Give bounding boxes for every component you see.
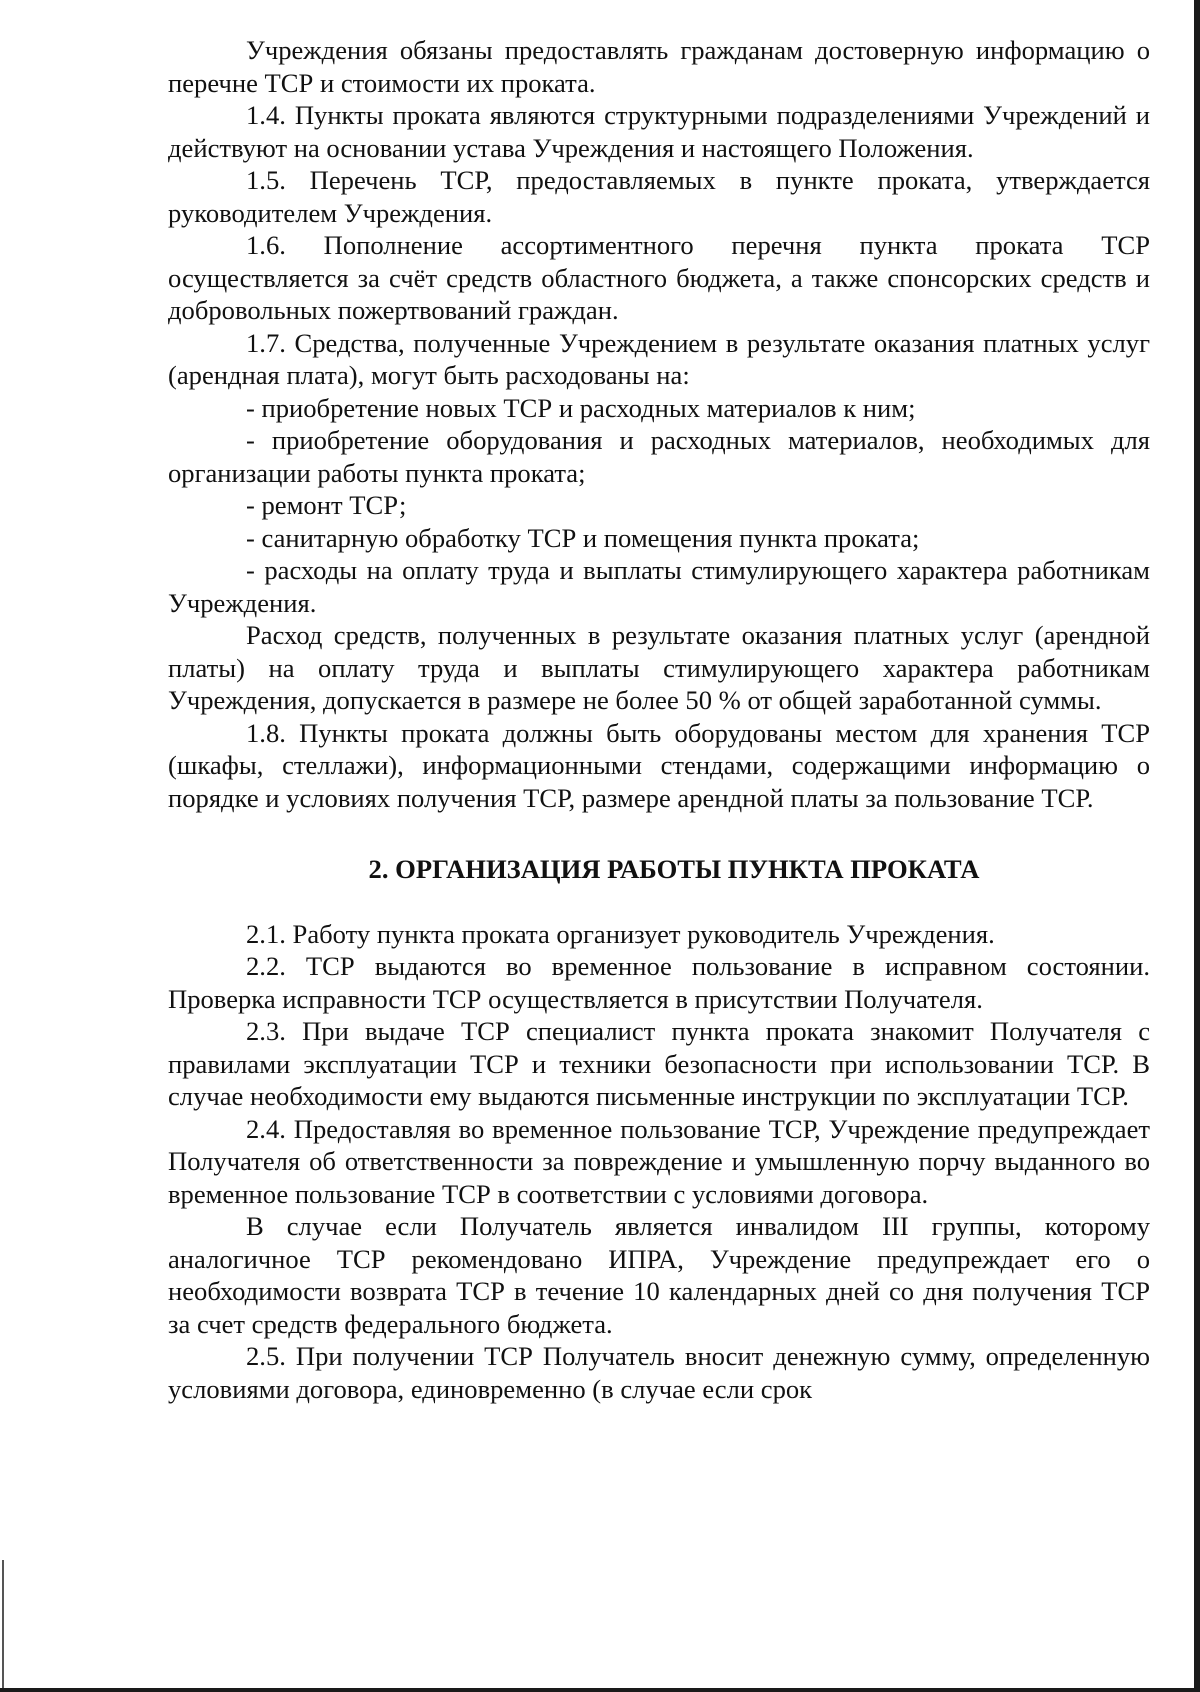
- paragraph-2-3: 2.3. При выдаче ТСР специалист пункта проката знакомит Получателя с правилами эксплуатации ТСР и техники безопасности при использовании ТСР. В случае необходимости ему выдаются письменные инструкции по эксплуатации ТСР.: [168, 1016, 1150, 1111]
- scan-border-left: [2, 1560, 4, 1688]
- paragraph-institutions-obliged: Учреждения обязаны предоставлять гражданам достоверную информацию о перечне ТСР и стоимости их проката.: [168, 35, 1150, 98]
- list-item-labor-costs: - расходы на оплату труда и выплаты стимулирующего характера работникам Учреждения.: [168, 555, 1150, 618]
- list-item-repair: - ремонт ТСР;: [246, 490, 407, 520]
- paragraph-2-1: 2.1. Работу пункта проката организует руководитель Учреждения.: [246, 918, 995, 949]
- paragraph-1-6: 1.6. Пополнение ассортиментного перечня пункта проката ТСР осуществляется за счёт средств областного бюджета, а также спонсорских средств и добровольных пожертвований граждан.: [168, 230, 1150, 325]
- paragraph-1-8: 1.8. Пункты проката должны быть оборудованы местом для хранения ТСР (шкафы, стеллажи), информационными стендами, содержащими информацию о порядке и условиях получения ТСР, размере арендной платы за пользование ТСР.: [168, 717, 1150, 813]
- paragraph-2-2: 2.2. ТСР выдаются во временное пользование в исправном состоянии. Проверка исправности ТСР осуществляется в присутствии Получателя.: [168, 951, 1150, 1014]
- paragraph-group-iii-case: В случае если Получатель является инвалидом III группы, которому аналогичное ТСР рекомендовано ИПРА, Учреждение предупреждает его о необходимости возврата ТСР в течение 10 календарных дней со дня получения ТСР за счет средств федерального бюджета.: [168, 1211, 1150, 1339]
- document-page: [168, 34, 1150, 1405]
- paragraph-2-5: 2.5. При получении ТСР Получатель вносит денежную сумму, определенную условиями договора, единовременно (в случае если срок: [168, 1341, 1150, 1404]
- list-item-new-tsr: - приобретение новых ТСР и расходных материалов к ним;: [246, 392, 916, 423]
- section-2-heading: 2. ОРГАНИЗАЦИЯ РАБОТЫ ПУНКТА ПРОКАТА: [368, 854, 980, 884]
- paragraph-expense-limit: Расход средств, полученных в результате оказания платных услуг (арендной платы) на оплату труда и выплаты стимулирующего характера работникам Учреждения, допускается в размере не более 50 % от общей заработанной суммы.: [168, 620, 1150, 715]
- heading-spacer-top: [168, 814, 1150, 853]
- paragraph-2-4: 2.4. Предоставляя во временное пользование ТСР, Учреждение предупреждает Получателя об ответственности за повреждение и умышленную порчу выданного во временное пользование ТСР в соответствии с условиями договора.: [168, 1113, 1150, 1209]
- list-item-sanitary: - санитарную обработку ТСР и помещения пункта проката;: [246, 522, 920, 553]
- scan-border-bottom: [0, 1688, 1200, 1692]
- list-item-equipment: - приобретение оборудования и расходных материалов, необходимых для организации работы пункта проката;: [168, 425, 1150, 488]
- paragraph-1-7: 1.7. Средства, полученные Учреждением в результате оказания платных услуг (арендная плата), могут быть расходованы на:: [168, 327, 1150, 390]
- paragraph-1-4: 1.4. Пункты проката являются структурными подразделениями Учреждений и действуют на основании устава Учреждения и настоящего Положения.: [168, 100, 1150, 163]
- scan-border-right: [1194, 0, 1200, 1692]
- heading-spacer-bottom: [168, 886, 1150, 918]
- paragraph-1-5: 1.5. Перечень ТСР, предоставляемых в пункте проката, утверждается руководителем Учреждения.: [168, 165, 1150, 228]
